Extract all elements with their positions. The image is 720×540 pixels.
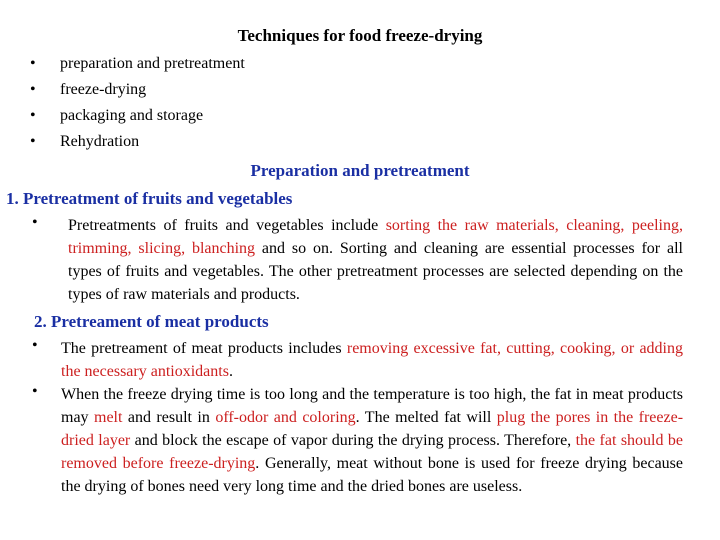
part1-heading: 1. Pretreatment of fruits and vegetables — [6, 189, 293, 208]
highlight-text: melt — [94, 409, 123, 426]
overview-item: • Rehydration — [30, 133, 140, 150]
bullet-icon: • — [32, 214, 38, 231]
highlight-text: plug the pores in the freeze-dried layer — [61, 409, 684, 449]
bullet-icon: • — [30, 55, 36, 72]
overview-item: • preparation and pretreatment — [30, 55, 245, 72]
page-title: Techniques for food freeze-drying — [237, 26, 483, 45]
part2-heading: 2. Pretreament of meat products — [34, 312, 269, 331]
overview-list — [30, 54, 245, 158]
overview-item: • packaging and storage — [30, 107, 204, 124]
bullet-icon: • — [30, 133, 36, 150]
meat-paragraph-2: When the freeze drying time is too long and the temperature is too high, the fat in meat products may melt and result in off-odor and coloring. The melted fat will plug the pores in the freeze-dried layer and block the escape of vapor during the drying process. Therefore, the fat should be removed before freeze-drying. Generally, meat without bone is used for freeze drying because the drying of bones need very long time and the dried bones are useless. — [61, 386, 684, 495]
highlight-text: removing excessive fat, cutting, cooking, or adding the necessary antioxidants — [61, 340, 683, 380]
bullet-icon: • — [32, 383, 38, 400]
overview-item: • freeze-drying — [30, 81, 147, 98]
section-title: Preparation and pretreatment — [250, 161, 470, 180]
highlight-text: sorting the raw materials, cleaning, peeling, trimming, slicing, blanching — [68, 217, 684, 257]
meat-paragraph-1: The pretreament of meat products includes removing excessive fat, cutting, cooking, or adding the necessary antioxidants. — [61, 340, 683, 380]
fruits-paragraph: Pretreatments of fruits and vegetables include sorting the raw materials, cleaning, peeling, trimming, slicing, blanching and so on. Sorting and cleaning are essential processes for all types of fruits and vegetables. The other pretreatment processes are selected depending on the types of raw materials and products. — [68, 217, 684, 303]
bullet-icon: • — [32, 337, 38, 354]
bullet-icon: • — [30, 107, 36, 124]
bullet-icon: • — [30, 81, 36, 98]
highlight-text: off-odor and coloring — [215, 409, 356, 426]
highlight-text: the fat should be removed before freeze-drying — [61, 432, 683, 472]
